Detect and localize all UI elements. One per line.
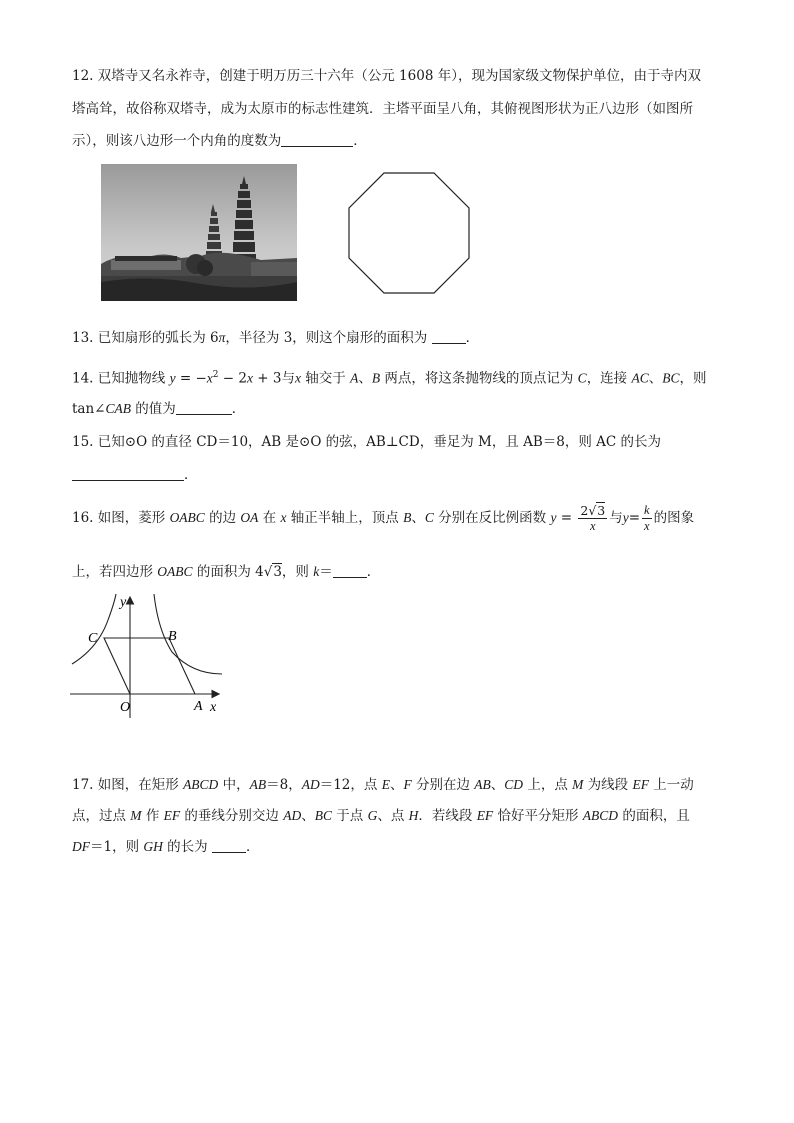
q15-line-1: 15. 已知⊙O 的直径 CD＝10，AB 是⊙O 的弦，AB⊥CD，垂足为 M，且 AB＝8，则 AC 的长为 <box>72 434 662 450</box>
q17-line-1: 17. 如图，在矩形 ABCD 中，AB＝8，AD＝12，点 E、F 分别在边 AB、CD 上，点 M 为线段 EF 上一动 <box>72 777 694 793</box>
q12-line-1: 12. 双塔寺又名永祚寺，创建于明万历三十六年（公元 1608 年），现为国家级文物保护单位，由于寺内双 <box>72 68 701 84</box>
answer-blank <box>72 466 184 481</box>
answer-blank <box>212 838 246 853</box>
answer-blank <box>333 563 367 578</box>
label-a: A <box>194 699 203 714</box>
label-x: x <box>210 700 217 715</box>
q13-line: 13. 已知扇形的弧长为 6π，半径为 3，则这个扇形的面积为 ． <box>72 330 480 346</box>
answer-blank <box>281 132 353 147</box>
hyperbola-right-branch <box>154 594 222 674</box>
q16-line-2: 上，若四边形 OABC 的面积为 4√3，则 k＝ ． <box>72 564 381 580</box>
answer-blank <box>176 400 232 415</box>
q12-line-3: 示），则该八边形一个内角的度数为 ． <box>72 133 367 149</box>
fraction-2sqrt3-over-x: $\frac{2√3}{x}$ <box>580 503 606 533</box>
fraction-k-over-x: $\frac{k}{x}$ <box>644 503 650 533</box>
label-o: O <box>120 700 131 715</box>
regular-octagon-figure <box>346 170 472 296</box>
q16-line-1: 16. 如图，菱形 OABC 的边 OA 在 x 轴正半轴上，顶点 B、C 分别在反比例函数 y = $\frac{2√3}{x}$ 与y= $\frac{k}{x}$ 的图象 <box>72 503 695 533</box>
label-b: B <box>168 629 177 644</box>
q17-line-2: 点，过点 M 作 EF 的垂线分别交边 AD、BC 于点 G、点 H．若线段 EF 恰好平分矩形 ABCD 的面积，且 <box>72 808 690 824</box>
rhombus-hyperbola-figure <box>68 590 238 720</box>
q12-line-2: 塔高耸，故俗称双塔寺，成为太原市的标志性建筑．主塔平面呈八角，其俯视图形状为正八边形（如图所 <box>72 101 693 117</box>
rhombus-oabc <box>104 638 195 694</box>
label-c: C <box>88 631 98 646</box>
twin-pagoda-photo <box>101 164 297 301</box>
q15-line-2: ． <box>72 465 198 485</box>
answer-blank <box>432 329 466 344</box>
q14-line-1: 14. 已知抛物线 $y = -x^2 - 2x + 3$与x 轴交于 A、B 两点，将这条抛物线的顶点记为 C，连接 AC、BC，则 <box>72 370 707 387</box>
q14-line-2: tan∠CAB 的值为 ． <box>72 401 246 417</box>
label-y: y <box>120 595 127 610</box>
q17-line-3: DF＝1，则 GH 的长为 ． <box>72 839 260 855</box>
hyperbola-left-branch <box>72 594 116 664</box>
